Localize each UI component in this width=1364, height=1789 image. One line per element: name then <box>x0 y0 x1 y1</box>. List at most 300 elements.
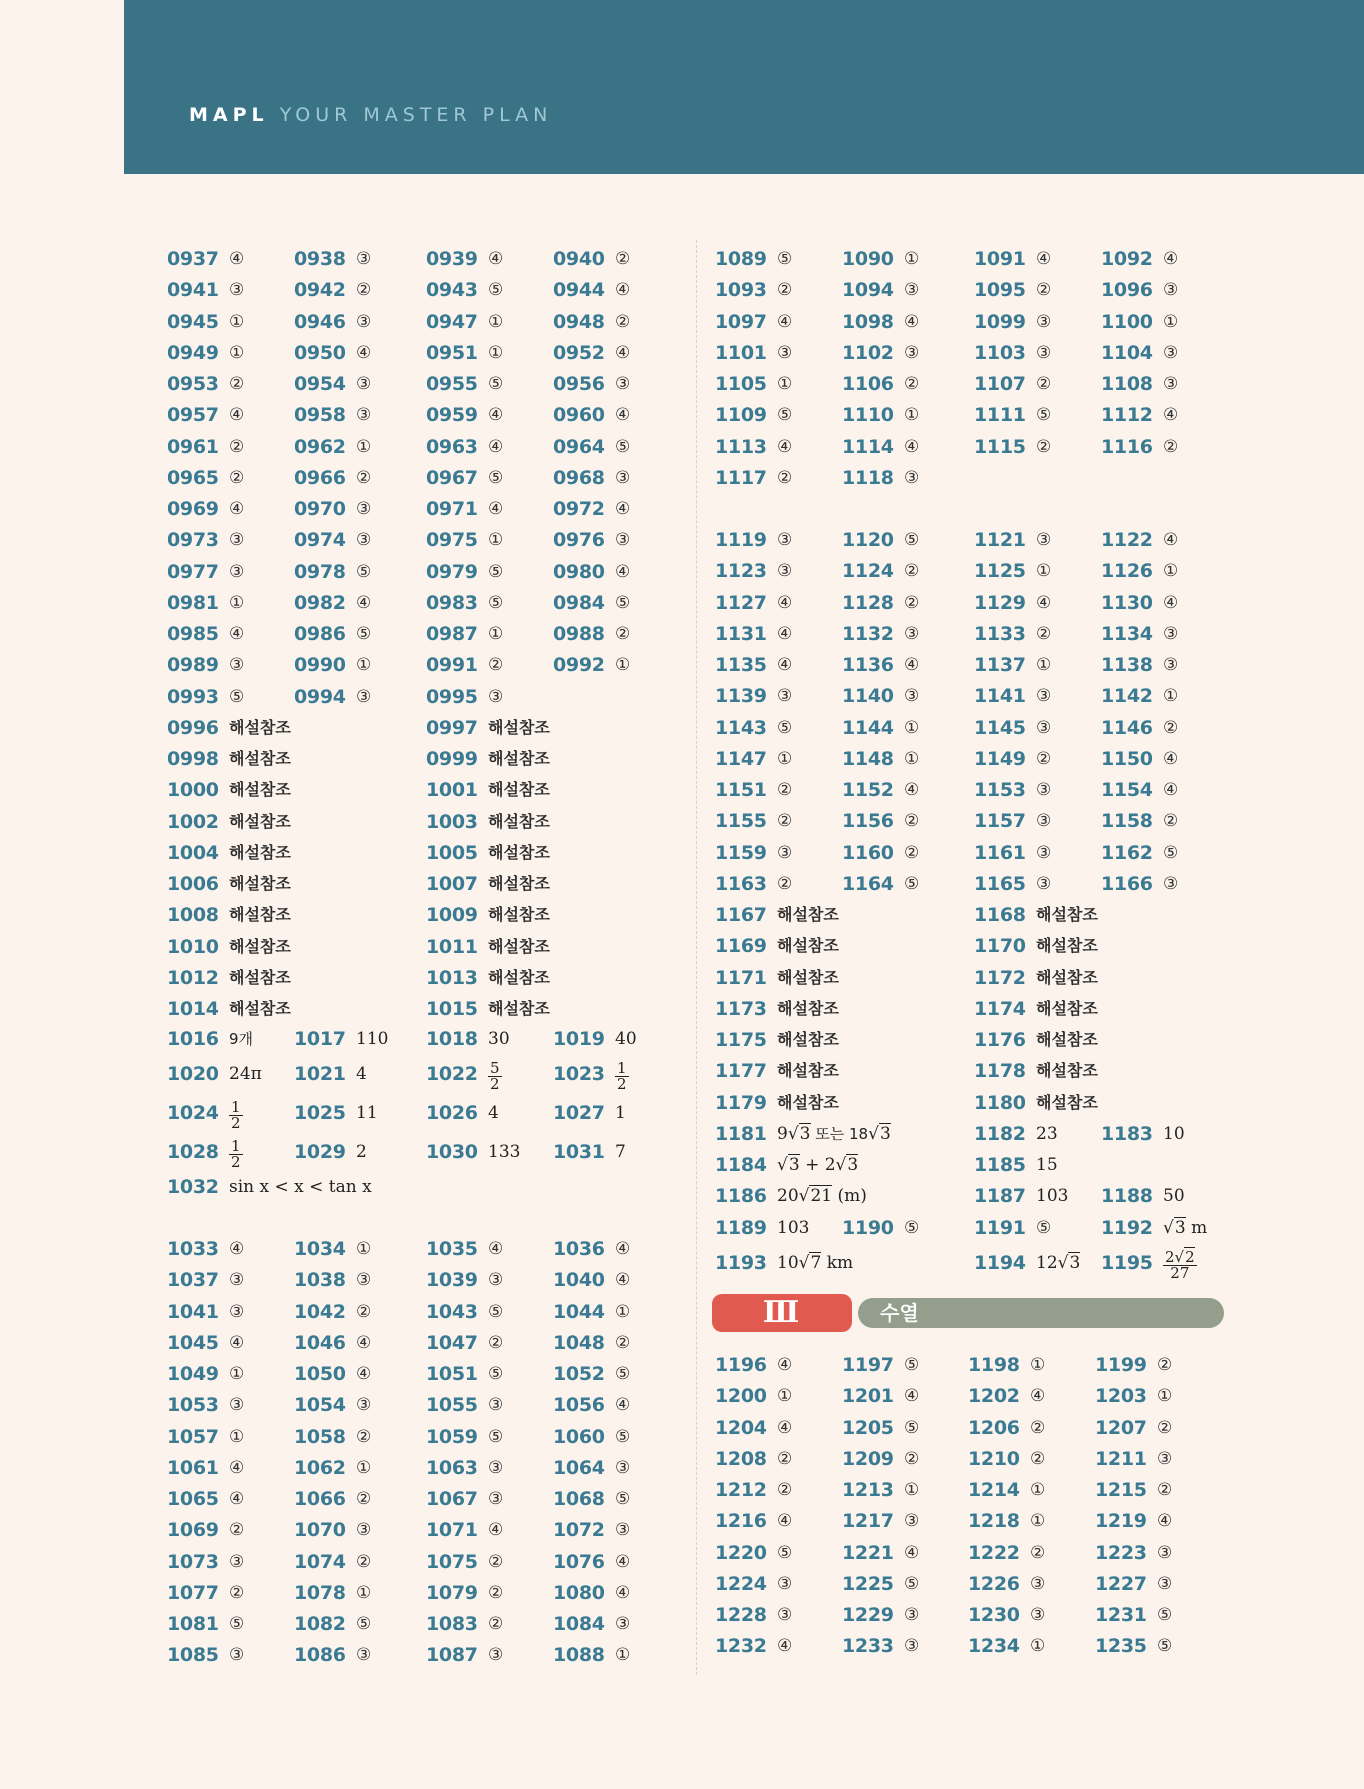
problem-number: 1143 <box>715 716 767 739</box>
problem-number: 1146 <box>1101 716 1153 739</box>
answer-value: 해설참조 <box>229 780 291 800</box>
problem-number: 0973 <box>167 529 219 552</box>
problem-number: 1214 <box>968 1479 1020 1501</box>
problem-number: 1083 <box>426 1613 478 1635</box>
problem-number: 1153 <box>974 779 1026 801</box>
problem-number: 1054 <box>294 1394 346 1417</box>
answer-value: 4 <box>356 1064 367 1084</box>
problem-number: 1091 <box>974 248 1026 270</box>
problem-number: 1008 <box>167 904 219 927</box>
answer-value: $\frac{1}{2}$ <box>231 1137 241 1171</box>
problem-number: 1090 <box>842 248 894 270</box>
answer-value: $\frac{1}{2}$ <box>231 1098 241 1132</box>
problem-number: 1012 <box>167 966 219 989</box>
problem-number: 1014 <box>167 998 219 1020</box>
answer-value: ① <box>1163 686 1179 707</box>
answer-value: ⑤ <box>1157 1636 1173 1657</box>
answer-value: ④ <box>229 1457 245 1478</box>
problem-number: 1009 <box>426 904 478 927</box>
answer-value: ① <box>488 530 504 551</box>
answer-value: ③ <box>229 1645 245 1666</box>
answer-value: ② <box>1163 717 1179 738</box>
answer-value: 해설참조 <box>777 1092 839 1112</box>
problem-number: 1132 <box>842 622 894 645</box>
answer-value: ① <box>1030 1636 1046 1657</box>
problem-number: 1089 <box>715 248 767 270</box>
answer-value: ③ <box>777 1573 793 1594</box>
problem-number: 1213 <box>842 1479 894 1501</box>
problem-number: 1059 <box>426 1425 478 1448</box>
answer-value: 103 <box>1036 1186 1069 1207</box>
problem-number: 1196 <box>715 1354 767 1376</box>
problem-number: 1100 <box>1101 310 1153 333</box>
problem-number: 1002 <box>167 810 219 833</box>
answer-value: ② <box>1036 748 1052 769</box>
problem-number: 0970 <box>294 498 346 520</box>
problem-number: 1092 <box>1101 248 1153 270</box>
problem-number: 1189 <box>715 1216 767 1239</box>
answer-value: ③ <box>904 280 920 301</box>
problem-number: 0947 <box>426 310 478 333</box>
answer-value: ③ <box>615 467 631 488</box>
problem-number: 1162 <box>1101 841 1153 864</box>
problem-number: 0995 <box>426 685 478 708</box>
answer-value: ⑤ <box>777 405 793 426</box>
problem-number: 1071 <box>426 1519 478 1542</box>
answer-value: 7 <box>615 1142 626 1162</box>
problem-number: 1184 <box>715 1154 767 1176</box>
problem-number: 1166 <box>1101 872 1153 895</box>
answer-value: ④ <box>615 1582 631 1603</box>
answer-value: ⑤ <box>615 592 631 613</box>
answer-value: ① <box>229 1426 245 1447</box>
problem-number: 1197 <box>842 1354 894 1376</box>
answer-value: ⑤ <box>356 561 372 582</box>
problem-number: 1107 <box>974 373 1026 395</box>
problem-number: 0986 <box>294 623 346 645</box>
answer-value: ① <box>1030 1355 1046 1375</box>
answer-value: ③ <box>777 342 793 363</box>
answer-value: ② <box>615 624 631 644</box>
answer-value: ① <box>229 311 245 332</box>
answer-value: ④ <box>1157 1511 1173 1532</box>
problem-number: 1066 <box>294 1488 346 1510</box>
problem-number: 1145 <box>974 716 1026 739</box>
problem-number: 1114 <box>842 435 894 458</box>
answer-value: ⑤ <box>615 1489 631 1509</box>
problem-number: 1055 <box>426 1394 478 1417</box>
problem-number: 1138 <box>1101 654 1153 676</box>
problem-number: 0987 <box>426 623 478 645</box>
problem-number: 1023 <box>553 1063 605 1085</box>
problem-number: 1128 <box>842 591 894 614</box>
problem-number: 0942 <box>294 279 346 302</box>
problem-number: 1159 <box>715 841 767 864</box>
problem-number: 0946 <box>294 310 346 333</box>
problem-number: 1122 <box>1101 529 1153 551</box>
problem-number: 1042 <box>294 1300 346 1323</box>
answer-value: ④ <box>488 405 504 426</box>
problem-number: 1224 <box>715 1572 767 1595</box>
answer-value: ③ <box>229 561 245 582</box>
problem-number: 0993 <box>167 685 219 708</box>
answer-value: 11 <box>356 1103 378 1123</box>
problem-number: 1075 <box>426 1550 478 1573</box>
problem-number: 0969 <box>167 498 219 520</box>
problem-number: 1115 <box>974 435 1026 458</box>
answer-value: ② <box>1036 374 1052 394</box>
problem-number: 1018 <box>426 1028 478 1050</box>
problem-number: 0949 <box>167 341 219 364</box>
problem-number: 1210 <box>968 1447 1020 1470</box>
problem-number: 1039 <box>426 1269 478 1292</box>
problem-number: 1080 <box>553 1581 605 1604</box>
answer-value: ⑤ <box>1157 1605 1173 1625</box>
problem-number: 1036 <box>553 1238 605 1260</box>
problem-number: 0954 <box>294 373 346 395</box>
answer-value: ③ <box>615 530 631 551</box>
problem-number: 1149 <box>974 747 1026 770</box>
problem-number: 1219 <box>1095 1510 1147 1533</box>
answer-value: ④ <box>229 1332 245 1353</box>
problem-number: 1086 <box>294 1644 346 1667</box>
answer-value: ② <box>1036 436 1052 457</box>
answer-value: ③ <box>356 1520 372 1541</box>
problem-number: 1078 <box>294 1581 346 1604</box>
problem-number: 1136 <box>842 654 894 676</box>
answer-value: ② <box>777 467 793 488</box>
problem-number: 1133 <box>974 622 1026 645</box>
problem-number: 1056 <box>553 1394 605 1417</box>
problem-number: 1117 <box>715 466 767 489</box>
problem-number: 1129 <box>974 591 1026 614</box>
answer-value: ⑤ <box>488 1364 504 1384</box>
answer-value: ① <box>904 405 920 426</box>
problem-number: 0944 <box>553 279 605 302</box>
answer-value: 15 <box>1036 1155 1058 1175</box>
answer-value: ④ <box>615 499 631 519</box>
answer-value: ③ <box>615 1614 631 1634</box>
problem-number: 1095 <box>974 279 1026 302</box>
answer-value: ② <box>488 1582 504 1603</box>
problem-number: 0990 <box>294 654 346 677</box>
problem-number: 1001 <box>426 779 478 802</box>
problem-number: 0978 <box>294 560 346 583</box>
problem-number: 1233 <box>842 1635 894 1658</box>
answer-value: 해설참조 <box>488 999 550 1018</box>
problem-number: 1187 <box>974 1185 1026 1208</box>
answer-value: ③ <box>1030 1573 1046 1594</box>
problem-number: 1061 <box>167 1456 219 1479</box>
answer-value: ③ <box>356 311 372 332</box>
problem-number: 1034 <box>294 1238 346 1260</box>
answer-value: ⑤ <box>904 1355 920 1375</box>
problem-number: 1101 <box>715 341 767 364</box>
problem-number: 1154 <box>1101 779 1153 801</box>
problem-number: 1170 <box>974 935 1026 958</box>
problem-number: 0939 <box>426 248 478 270</box>
problem-number: 1104 <box>1101 341 1153 364</box>
problem-number: 0972 <box>553 498 605 520</box>
answer-value: ③ <box>904 1511 920 1532</box>
problem-number: 0968 <box>553 466 605 489</box>
section-roman-numeral: Ⅲ <box>762 1295 802 1330</box>
problem-number: 1195 <box>1101 1252 1153 1274</box>
problem-number: 1003 <box>426 810 478 833</box>
problem-number: 1087 <box>426 1644 478 1667</box>
answer-value: ⑤ <box>904 1217 920 1238</box>
answer-value: 해설참조 <box>1036 936 1098 956</box>
problem-number: 1025 <box>294 1102 346 1124</box>
answer-value: ③ <box>777 842 793 863</box>
problem-number: 1173 <box>715 997 767 1020</box>
answer-value: ⑤ <box>777 1542 793 1563</box>
problem-number: 0953 <box>167 373 219 395</box>
answer-value: 해설참조 <box>229 749 291 768</box>
answer-value: ④ <box>904 655 920 675</box>
problem-number: 1072 <box>553 1519 605 1542</box>
answer-value: ③ <box>777 561 793 582</box>
answer-value: ③ <box>488 1270 504 1291</box>
brand-name: MAPL <box>189 104 269 126</box>
answer-value: 해설참조 <box>488 717 550 737</box>
problem-number: 1057 <box>167 1425 219 1448</box>
answer-value: 해설참조 <box>488 936 550 956</box>
problem-number: 0989 <box>167 654 219 677</box>
problem-number: 1081 <box>167 1613 219 1635</box>
answer-value: ⑤ <box>488 592 504 613</box>
answer-value: ④ <box>1163 592 1179 613</box>
problem-number: 1029 <box>294 1141 346 1163</box>
problem-number: 1105 <box>715 373 767 395</box>
problem-number: 1186 <box>715 1185 767 1208</box>
answer-value: ② <box>229 436 245 457</box>
problem-number: 1070 <box>294 1519 346 1542</box>
problem-number: 0959 <box>426 404 478 427</box>
problem-number: 1010 <box>167 935 219 958</box>
answer-value: 해설참조 <box>229 874 291 893</box>
problem-number: 1218 <box>968 1510 1020 1533</box>
problem-number: 1024 <box>167 1102 219 1124</box>
problem-number: 1047 <box>426 1331 478 1354</box>
problem-number: 1176 <box>974 1029 1026 1051</box>
answer-value: ② <box>229 374 245 394</box>
answer-value: ④ <box>777 1355 793 1375</box>
problem-number: 1208 <box>715 1447 767 1470</box>
answer-value: 20√21 (m) <box>777 1186 867 1207</box>
problem-number: 1094 <box>842 279 894 302</box>
problem-number: 1199 <box>1095 1354 1147 1376</box>
answer-value: ③ <box>904 342 920 363</box>
problem-number: 1222 <box>968 1541 1020 1564</box>
problem-number: 1139 <box>715 685 767 708</box>
answer-value: ① <box>229 592 245 613</box>
answer-value: ④ <box>488 436 504 457</box>
answer-value: ② <box>1036 280 1052 301</box>
answer-value: ④ <box>356 592 372 613</box>
answer-value: ③ <box>1036 342 1052 363</box>
answer-value: $\frac{2√2}{27}$ <box>1165 1248 1195 1282</box>
answer-value: ④ <box>229 405 245 426</box>
answer-value: ③ <box>615 1520 631 1541</box>
answer-value: 해설참조 <box>1036 905 1098 924</box>
problem-number: 1120 <box>842 529 894 551</box>
problem-number: 1028 <box>167 1141 219 1163</box>
problem-number: 0945 <box>167 310 219 333</box>
problem-number: 1016 <box>167 1028 219 1050</box>
answer-value: ① <box>229 1364 245 1384</box>
problem-number: 1113 <box>715 435 767 458</box>
problem-number: 1185 <box>974 1154 1026 1176</box>
answer-value: ② <box>1163 811 1179 832</box>
problem-number: 0976 <box>553 529 605 552</box>
problem-number: 1060 <box>553 1425 605 1448</box>
answer-value: ⑤ <box>488 374 504 394</box>
problem-number: 1205 <box>842 1416 894 1439</box>
problem-number: 1099 <box>974 310 1026 333</box>
answer-value: ③ <box>1036 811 1052 832</box>
answer-value: ② <box>615 311 631 332</box>
answer-value: ③ <box>356 405 372 426</box>
answer-value: ③ <box>356 1395 372 1416</box>
answer-value: ② <box>356 467 372 488</box>
answer-value: ⑤ <box>904 1417 920 1438</box>
problem-number: 1007 <box>426 873 478 895</box>
problem-number: 1168 <box>974 904 1026 926</box>
problem-number: 1006 <box>167 873 219 895</box>
answer-value: ⑤ <box>488 1426 504 1447</box>
problem-number: 1206 <box>968 1416 1020 1439</box>
answer-value: ① <box>229 342 245 363</box>
answer-value: ⑤ <box>356 624 372 644</box>
answer-value: ① <box>1030 1511 1046 1532</box>
answer-value: ③ <box>356 1645 372 1666</box>
answer-value: 해설참조 <box>777 1061 839 1081</box>
answer-value: 해설참조 <box>777 998 839 1018</box>
problem-number: 1037 <box>167 1269 219 1292</box>
problem-number: 1164 <box>842 872 894 895</box>
problem-number: 1049 <box>167 1363 219 1385</box>
answer-value: ④ <box>615 1239 631 1259</box>
answer-value: ② <box>488 1614 504 1634</box>
answer-value: ② <box>356 1489 372 1509</box>
problem-number: 1005 <box>426 841 478 864</box>
problem-number: 1062 <box>294 1456 346 1479</box>
answer-value: ④ <box>1036 592 1052 613</box>
problem-number: 1165 <box>974 872 1026 895</box>
problem-number: 1017 <box>294 1028 346 1050</box>
problem-number: 0980 <box>553 560 605 583</box>
answer-value: 해설참조 <box>1036 1092 1098 1112</box>
problem-number: 1152 <box>842 779 894 801</box>
answer-value: ④ <box>777 592 793 613</box>
answer-value: ⑤ <box>777 717 793 738</box>
answer-value: ④ <box>229 1489 245 1509</box>
problem-number: 1121 <box>974 529 1026 551</box>
answer-value: ④ <box>1163 530 1179 550</box>
answer-value: 해설참조 <box>229 999 291 1018</box>
problem-number: 1035 <box>426 1238 478 1260</box>
problem-number: 1067 <box>426 1488 478 1510</box>
problem-number: 1209 <box>842 1447 894 1470</box>
answer-value: ③ <box>356 686 372 707</box>
answer-value: ③ <box>1157 1542 1173 1563</box>
problem-number: 1084 <box>553 1613 605 1635</box>
column-divider <box>696 240 697 1675</box>
problem-number: 0952 <box>553 341 605 364</box>
problem-number: 1169 <box>715 935 767 958</box>
answer-value: ⑤ <box>488 280 504 301</box>
problem-number: 1141 <box>974 685 1026 708</box>
problem-number: 1050 <box>294 1363 346 1385</box>
problem-number: 1211 <box>1095 1447 1147 1470</box>
problem-number: 1020 <box>167 1063 219 1085</box>
answer-value: ③ <box>488 1457 504 1478</box>
problem-number: 1193 <box>715 1252 767 1274</box>
problem-number: 1202 <box>968 1385 1020 1408</box>
answer-value: ④ <box>488 249 504 269</box>
answer-value: ① <box>1030 1480 1046 1500</box>
answer-value: ③ <box>356 530 372 551</box>
answer-value: ① <box>904 717 920 738</box>
answer-value: ③ <box>356 249 372 269</box>
problem-number: 1093 <box>715 279 767 302</box>
answer-value: ④ <box>1163 249 1179 269</box>
problem-number: 1188 <box>1101 1185 1153 1208</box>
problem-number: 1040 <box>553 1269 605 1292</box>
answer-value: ② <box>904 374 920 394</box>
answer-value: ③ <box>1030 1605 1046 1625</box>
answer-value: ④ <box>356 1364 372 1384</box>
problem-number: 0960 <box>553 404 605 427</box>
answer-value: ③ <box>904 467 920 488</box>
answer-value: ③ <box>1036 686 1052 707</box>
answer-value: ② <box>1157 1417 1173 1438</box>
problem-number: 1183 <box>1101 1122 1153 1145</box>
answer-value: ② <box>1157 1480 1173 1500</box>
problem-number: 1171 <box>715 966 767 989</box>
answer-value: ④ <box>615 1395 631 1416</box>
problem-number: 0991 <box>426 654 478 677</box>
problem-number: 1082 <box>294 1613 346 1635</box>
answer-value: 9√3 또는 18√3 <box>777 1123 891 1144</box>
answer-value: ⑤ <box>488 561 504 582</box>
problem-number: 1130 <box>1101 591 1153 614</box>
problem-number: 1038 <box>294 1269 346 1292</box>
answer-value: ① <box>904 1480 920 1500</box>
answer-value: 9개 <box>229 1030 254 1048</box>
answer-value: ② <box>904 842 920 863</box>
answer-value: 10 <box>1163 1123 1185 1144</box>
problem-number: 1052 <box>553 1363 605 1385</box>
answer-value: ④ <box>615 405 631 426</box>
answer-value: ⑤ <box>229 1614 245 1634</box>
problem-number: 1033 <box>167 1238 219 1260</box>
answer-value: ③ <box>1157 1448 1173 1469</box>
problem-number: 1102 <box>842 341 894 364</box>
problem-number: 0948 <box>553 310 605 333</box>
problem-number: 0998 <box>167 748 219 770</box>
problem-number: 1124 <box>842 560 894 583</box>
answer-value: ④ <box>777 436 793 457</box>
problem-number: 0950 <box>294 341 346 364</box>
answer-value: ② <box>1030 1417 1046 1438</box>
answer-value: ① <box>488 624 504 644</box>
answer-value: ② <box>615 249 631 269</box>
answer-value: ④ <box>777 1511 793 1532</box>
problem-number: 1142 <box>1101 685 1153 708</box>
problem-number: 0958 <box>294 404 346 427</box>
